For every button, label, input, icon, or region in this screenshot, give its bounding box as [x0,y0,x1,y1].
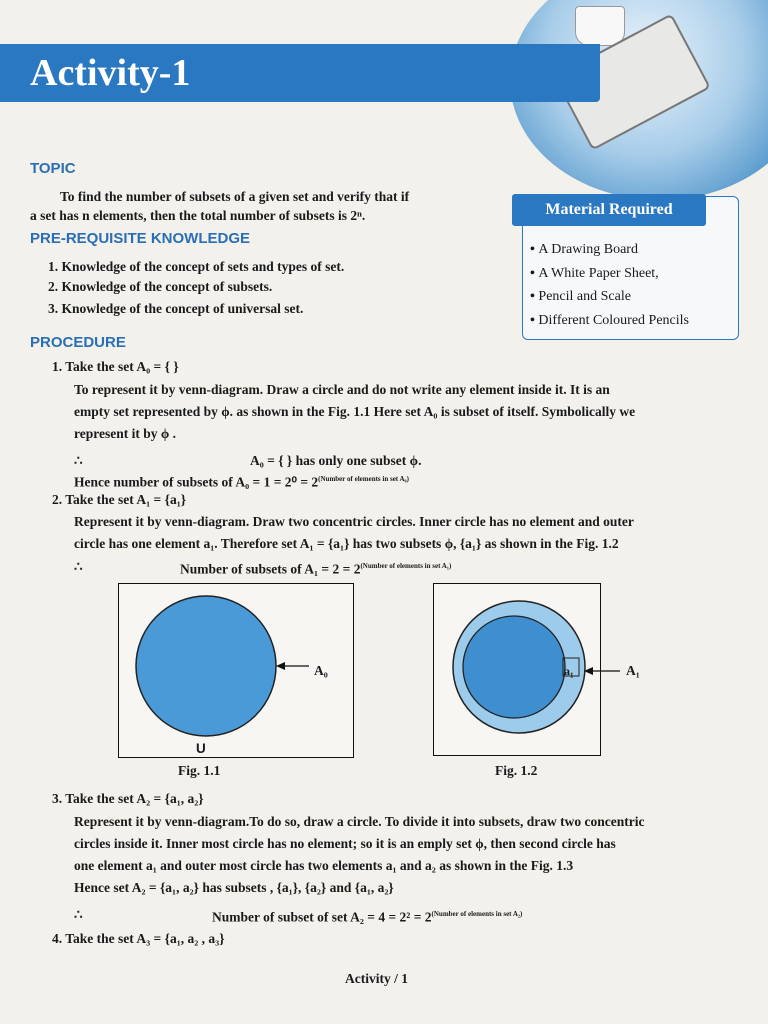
prereq-heading: PRE-REQUISITE KNOWLEDGE [30,230,251,247]
element-a1-label: a₁ [564,664,574,678]
materials-heading: Material Required [512,194,706,226]
materials-list [530,238,689,332]
step1-line-3: represent it by ϕ . [74,426,177,441]
step2-equation [180,555,451,581]
material-item: • A White Paper Sheet, [530,262,689,286]
topic-line-2: a set has n elements, then the total number of subsets is 2ⁿ. [30,208,366,223]
topic-heading: TOPIC [30,160,76,177]
universe-label: U [196,741,206,756]
prereq-item-3: 3. Knowledge of the concept of universal set. [48,301,304,316]
step1-equation: A₀ = { } has only one subset ϕ. [250,453,422,468]
figure-1-2 [433,583,601,756]
step3-equation [212,903,522,929]
therefore-symbol: ∴ [74,907,83,922]
step2-superscript: (Number of elements in set A₁) [360,562,452,570]
step3-equation-text: Number of subset of set A₂ = 4 = 2² = 2 [212,909,432,925]
step1-line-1: To represent it by venn-diagram. Draw a circle and do not write any element inside it. It is an [74,382,610,397]
arrow-a1 [582,664,622,678]
step3-title: 3. Take the set A₂ = {a₁, a₂} [52,791,204,806]
step1-hence-text: Hence number of subsets of A₀ = 1 = 2⁰ = 2 [74,474,319,490]
step2-line-1: Represent it by venn-diagram. Draw two concentric circles. Inner circle has no element and outer [74,514,634,529]
label-a1: A₁ [626,663,640,678]
step4-title: 4. Take the set A₃ = {a₁, a₂ , a₃} [52,931,225,946]
step3-line-2: circles inside it. Inner most circle has no element; so it is an emply set ϕ, then second circle has [74,836,616,851]
step1-title: 1. Take the set A₀ = { } [52,359,179,374]
step2-title: 2. Take the set A₁ = {a₁} [52,492,187,507]
step1-superscript: (Number of elements in set A₀) [318,475,409,483]
step3-line-3: one element a₁ and outer most circle has two elements a₁ and a₂ as shown in the Fig. 1.3 [74,858,574,873]
arrow-head-a0 [276,662,285,670]
step3-superscript: (Number of elements in set A₂) [431,910,523,918]
prereq-item-2: 2. Knowledge of the concept of subsets. [48,279,273,294]
figure-1-1-caption: Fig. 1.1 [178,763,221,778]
cup-image [575,6,625,46]
material-item: • Pencil and Scale [530,285,689,309]
label-a0: A₀ [314,663,328,678]
page-footer: Activity / 1 [345,971,408,986]
therefore-symbol: ∴ [74,559,83,574]
venn-diagram-a1 [434,584,600,755]
topic-line-1: To find the number of subsets of a given set and verify that if [60,189,410,204]
step3-line-4: Hence set A₂ = {a₁, a₂} has subsets , {a₁}, {a₂} and {a₁, a₂} [74,880,394,895]
material-item: • Different Coloured Pencils [530,309,689,333]
page-title: Activity-1 [30,52,191,94]
therefore-symbol: ∴ [74,453,83,468]
figure-1-2-caption: Fig. 1.2 [495,763,538,778]
procedure-heading: PROCEDURE [30,334,126,351]
material-item: • A Drawing Board [530,238,689,262]
inner-circle-empty [463,616,565,718]
circle-a0 [136,596,276,736]
prereq-item-1: 1. Knowledge of the concept of sets and types of set. [48,259,345,274]
step2-equation-text: Number of subsets of A₁ = 2 = 2 [180,561,361,577]
step1-line-2: empty set represented by ϕ. as shown in the Fig. 1.1 Here set A₀ is subset of itself. Symbolically we [74,404,636,419]
step3-line-1: Represent it by venn-diagram.To do so, draw a circle. To divide it into subsets, draw two concentric [74,814,645,829]
step2-line-2: circle has one element a₁. Therefore set A₁ = {a₁} has two subsets ϕ, {a₁} as shown in the Fig. 1.2 [74,536,619,551]
